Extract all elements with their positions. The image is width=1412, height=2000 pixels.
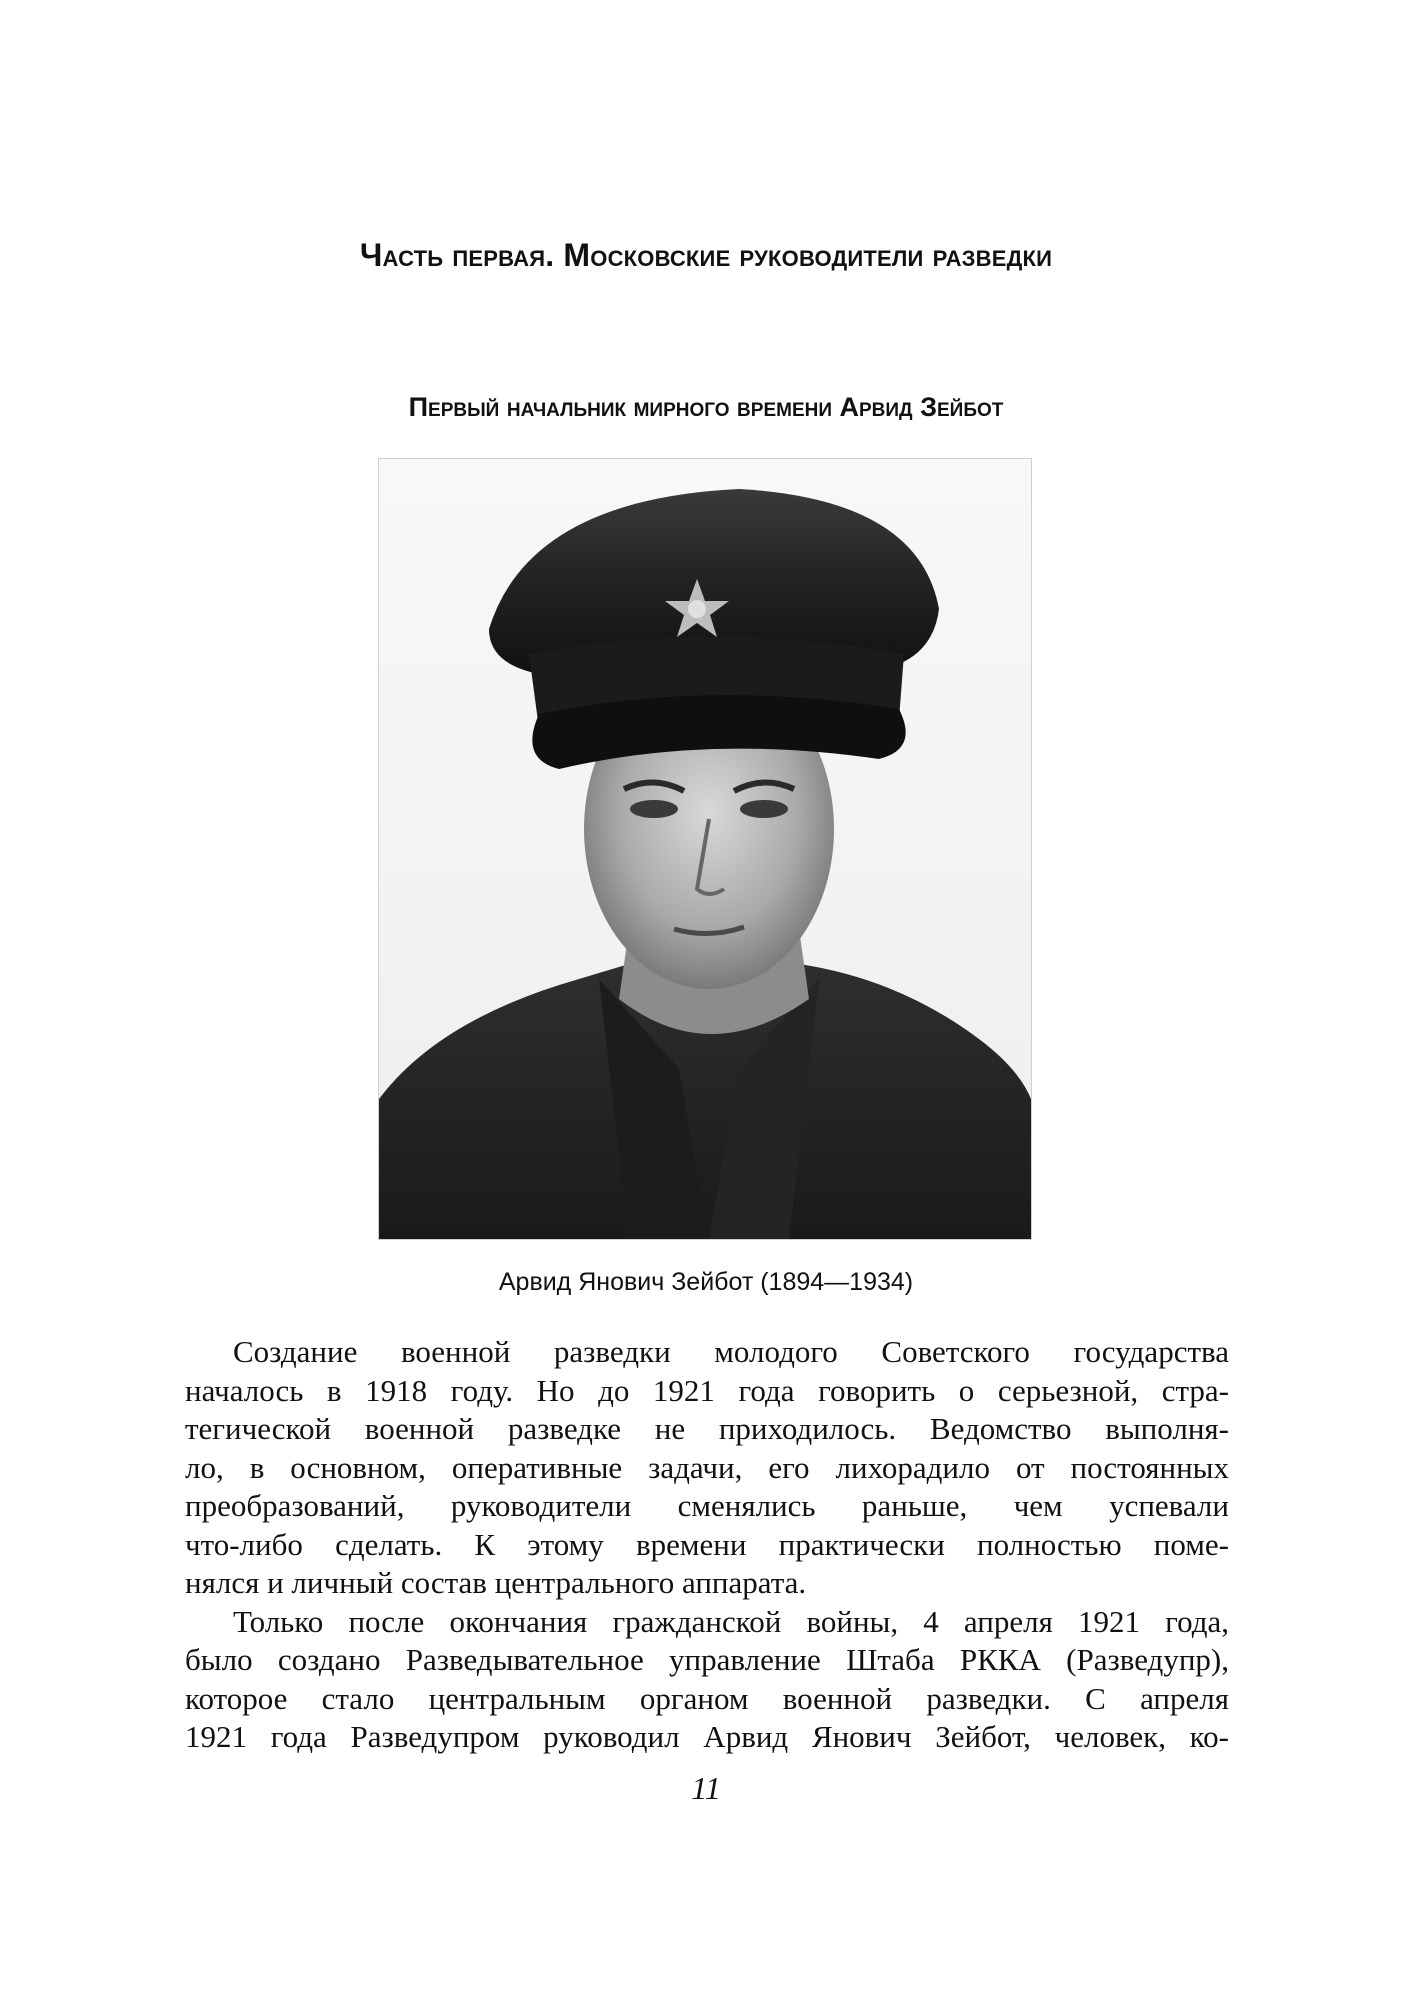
portrait-photo — [378, 458, 1032, 1240]
portrait-illustration — [379, 459, 1031, 1239]
text-line: ло, в основном, оперативные задачи, его лихорадило от постоянных — [185, 1449, 1229, 1485]
part-title: Часть первая. Московские руководители разведки — [359, 237, 1053, 273]
text-line: тегической военной разведке не приходилось. Ведомство выполня- — [185, 1411, 1229, 1446]
text-line: было создано Разведывательное управление Штаба РККА (Разведупр), — [185, 1642, 1229, 1677]
text-line: преобразований, руководители сменялись раньше, чем успевали — [185, 1488, 1229, 1523]
text-line: которое стало центральным органом военной разведки. С апреля — [185, 1680, 1229, 1716]
text-line: нялся и личный состав центрального аппарата. — [185, 1565, 807, 1600]
body-text — [185, 1333, 1229, 1757]
text-line: Создание военной разведки молодого Советского государства — [233, 1334, 1229, 1369]
photo-caption: Арвид Янович Зейбот (1894—1934) — [498, 1268, 914, 1296]
text-line: Только после окончания гражданской войны, 4 апреля 1921 года, — [233, 1603, 1229, 1639]
page-number: 11 — [691, 1770, 721, 1806]
text-line: началось в 1918 году. Но до 1921 года говорить о серьезной, стра- — [185, 1372, 1229, 1408]
chapter-title: Первый начальник мирного времени Арвид Зейбот — [408, 392, 1004, 422]
text-line: 1921 года Разведупром руководил Арвид Янович Зейбот, человек, ко- — [185, 1719, 1229, 1754]
text-line: что-либо сделать. К этому времени практически полностью поме- — [185, 1526, 1229, 1562]
